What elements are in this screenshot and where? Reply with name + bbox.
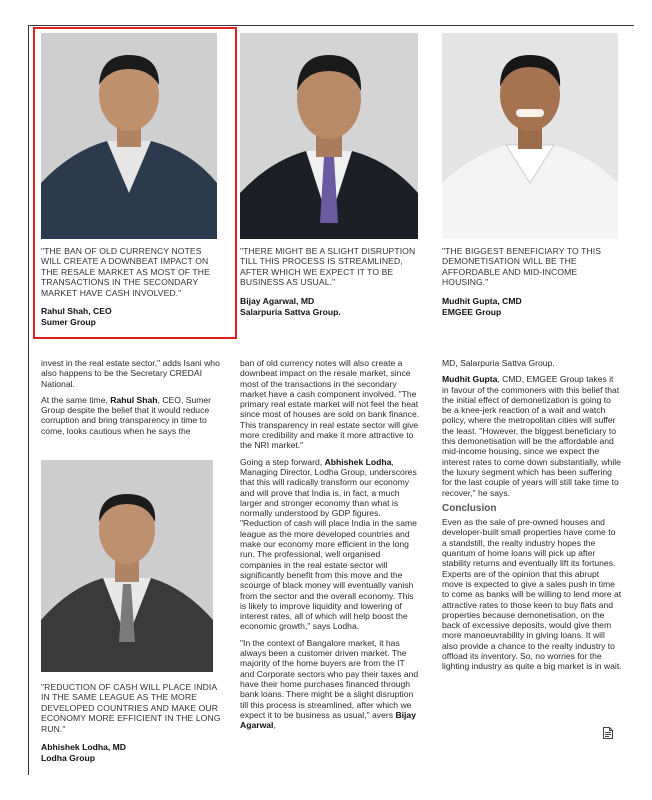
column-3-text bbox=[442, 358, 622, 678]
org-emgee-group: EMGEE Group bbox=[442, 307, 502, 317]
quote-rahul-shah: "THE BAN OF OLD CURRENCY NOTES WILL CREATE A DOWNBEAT IMPACT ON THE RESALE MARKET AS MOST OF THE TRANSACTIONS IN THE SECONDARY MARKET HAVE CASH INVOLVED." bbox=[41, 246, 210, 298]
org-sumer-group: Sumer Group bbox=[41, 317, 96, 327]
col2-paragraph-1: ban of old currency notes will also create a downbeat impact on the resale market, since most of the transactions in the secondary market have a cash component involved. "The primary real estate market will not feel the heat since most of houses are sold on bank finance. This transparency in real estate sector will give more credibility and make it more attractive to the NRI market." bbox=[240, 358, 420, 451]
portrait-mudhit-gupta bbox=[442, 33, 618, 239]
name-abhishek-lodha: Abhishek Lodha, MD bbox=[41, 742, 126, 752]
column-1-text bbox=[41, 358, 221, 442]
name-rahul-shah: Rahul Shah, CEO bbox=[41, 306, 112, 316]
org-salarpuria-sattva: Salarpuria Sattva Group. bbox=[240, 307, 341, 317]
portrait-bijay-agarwal bbox=[240, 33, 418, 239]
col2-paragraph-2: Going a step forward, Abhishek Lodha, Managing Director, Lodha Group, underscores that this will radically transform our economy and will prove that India is, in fact, a much larger and stronger economy than what is normally understood by GDP figures. "Reduction of cash will place India in the same league as the more developed countries and make our economy more efficient in the long run. The professional, well organised companies in the real estate sector will significantly benefit from this move and the scourge of black money will eventually vanish from the sector and the overall economy. This is likely to improve liquidity and lowering of interest rates, all of which will help boost the economic growth," says Lodha. bbox=[240, 456, 417, 632]
col1-paragraph-2: At the same time, Rahul Shah, CEO, Sumer Group despite the belief that it would reduce corruption and bring transparency in time to come, looks cautious when he says the bbox=[41, 394, 212, 436]
name-mudhit-gupta: Mudhit Gupta, CMD bbox=[442, 296, 522, 306]
col1-paragraph-1: invest in the real estate sector," adds Isani who also happens to be the Secretary CREDAI National. bbox=[41, 358, 220, 389]
name-bijay-agarwal: Bijay Agarwal, MD bbox=[240, 296, 315, 306]
col3-paragraph-2: Mudhit Gupta, CMD, EMGEE Group takes it in favour of the commoners with this belief that the initial effect of demonetization is going to be a knee-jerk reaction of a wait and watch policy, where the metropolitan cities will suffer the least. "However, the biggest beneficiary to this demonetisation will be the affordable and mid-income housing, since we expect the interest rates to come down substantially, while the luxury segment which has been suffering for the last couple of years will still take time to recover," he says. bbox=[442, 374, 621, 498]
quote-mudhit-gupta: "THE BIGGEST BENEFICIARY TO THIS DEMONETISATION WILL BE THE AFFORDABLE AND MID-INCOME HOUSING." bbox=[442, 246, 602, 288]
col3-paragraph-3: Even as the sale of pre-owned houses and developer-built small properties have come to a standstill, the realty industry hopes the quantum of home loans will pick up after stability returns and eventually lift its fortunes. Experts are of the opinion that this abrupt move is expected to give a sales push in time to come as banks will be willing to lend more at attractive rates to those keen to buy flats and properties because demonetisation, on the back of excessive deposits, would give them more manoeuvrability in giving loans. It will also provide a chance to the realty industry to offload its inventory. So, no worries for the lighting industry as quite a big market is in wait. bbox=[442, 517, 622, 672]
document-icon bbox=[603, 726, 613, 738]
quote-abhishek-lodha: "REDUCTION OF CASH WILL PLACE INDIA IN THE SAME LEAGUE AS THE MORE DEVELOPED COUNTRIES AND MAKE OUR ECONOMY MORE EFFICIENT IN THE LONG RUN." bbox=[41, 682, 221, 734]
column-2-text bbox=[240, 358, 420, 736]
left-rule bbox=[28, 25, 29, 775]
portrait-abhishek-lodha bbox=[41, 460, 213, 672]
col3-paragraph-1: MD, Salarpuria Sattva Group. bbox=[442, 358, 555, 368]
quote-bijay-agarwal: "THERE MIGHT BE A SLIGHT DISRUPTION TILL THIS PROCESS IS STREAMLINED, AFTER WHICH WE EXPECT IT TO BE BUSINESS AS USUAL." bbox=[240, 246, 416, 288]
org-lodha-group: Lodha Group bbox=[41, 753, 95, 763]
portrait-rahul-shah bbox=[41, 33, 217, 239]
conclusion-heading: Conclusion bbox=[442, 502, 497, 514]
col2-paragraph-3: "In the context of Bangalore market, it has always been a customer driven market. The majority of the home buyers are from the IT and Corporate sectors who pay their taxes and have their home purchases financed through bank loans. There might be a slight disruption till this process is streamlined, after which we expect it to be business as usual," avers Bijay Agarwal, bbox=[240, 637, 419, 731]
top-rule bbox=[28, 25, 634, 26]
